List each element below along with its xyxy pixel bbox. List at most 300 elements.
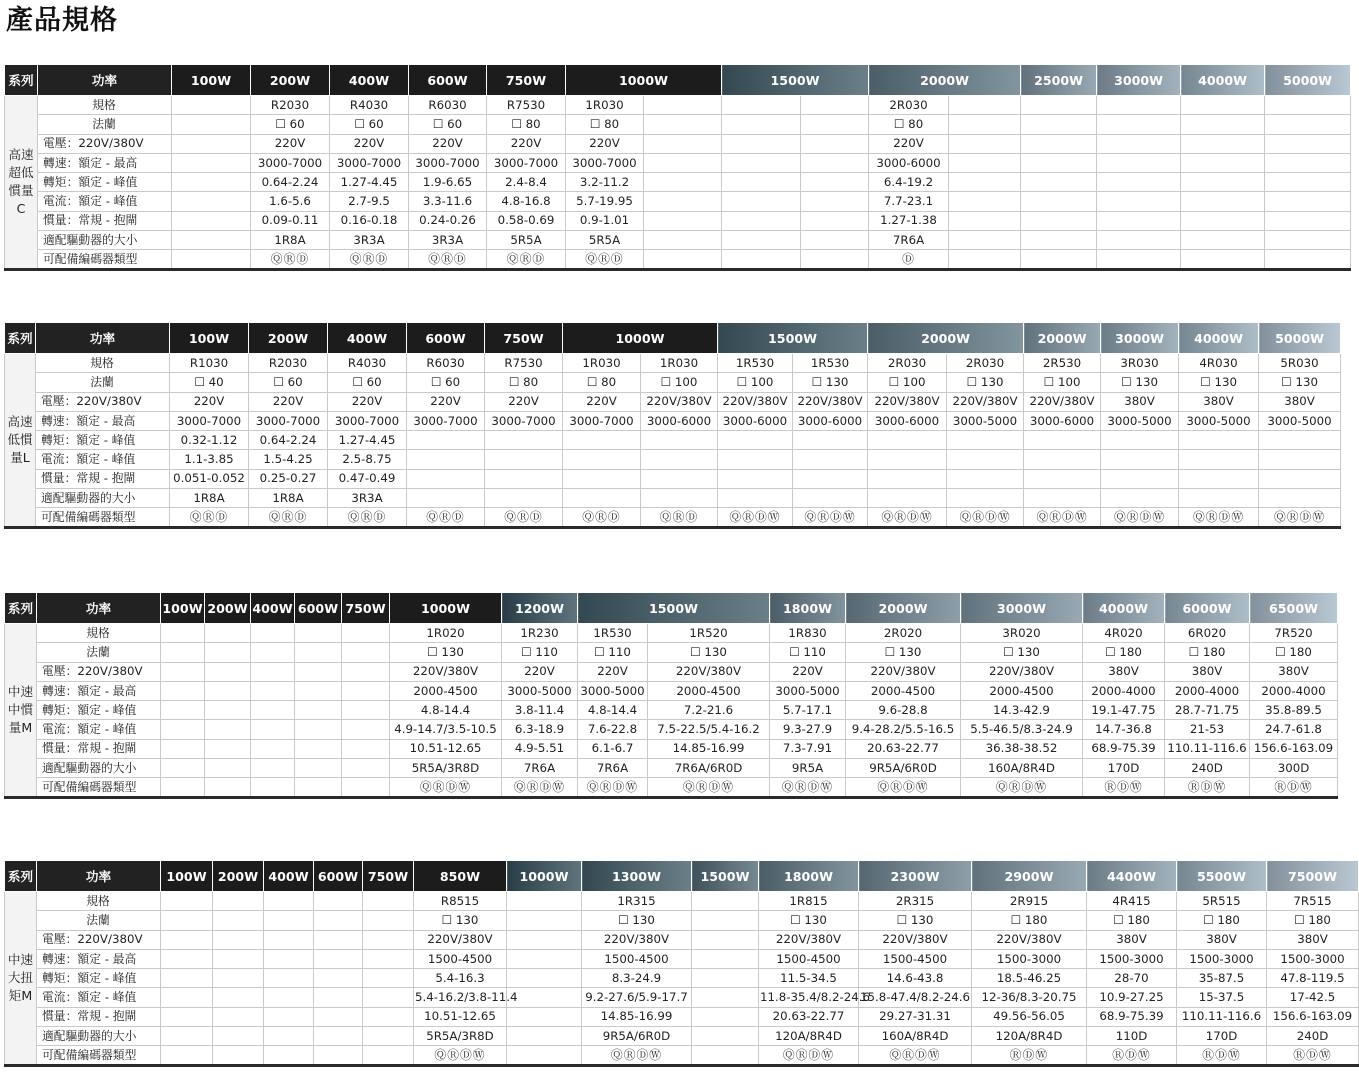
spec-cell: ☐ 60 [328,373,407,392]
spec-cell: 0.64-2.24 [251,173,330,192]
spec-cell: 220V [407,392,485,411]
spec-cell: 220V/380V [414,930,507,949]
spec-cell: 3R3A [330,231,409,250]
spec-cell [641,489,718,508]
spec-cell: 240D [1165,759,1250,778]
spec-cell [314,1007,363,1026]
spec-cell [507,892,582,911]
encoder-types-cell [1265,250,1351,269]
spec-cell [507,1027,582,1046]
spec-cell [644,211,722,230]
spec-cell: 9.6-28.8 [846,701,961,720]
spec-cell: ☐ 130 [648,643,770,662]
spec-cell: 1.27-4.45 [328,431,407,450]
spec-cell: 2000-4000 [1250,681,1338,700]
table-row [5,192,1351,211]
spec-cell [1021,134,1097,153]
spec-cell: ☐ 80 [563,373,641,392]
spec-cell: 7.2-21.6 [648,701,770,720]
row-label: 轉速：額定 - 最高 [36,411,170,430]
spec-cell [801,115,869,134]
spec-cell [1021,192,1097,211]
spec-cell: 220V/380V [793,392,868,411]
spec-cell [793,489,868,508]
power-column-header: 5500W [1177,861,1267,892]
table-row [5,969,1359,988]
spec-cell: 68.9-75.39 [1087,1007,1177,1026]
spec-cell [314,1027,363,1046]
spec-cell [801,231,869,250]
spec-cell: ☐ 180 [972,911,1087,930]
spec-cell: ☐ 130 [1259,373,1341,392]
spec-cell [1021,153,1097,172]
spec-cell: R1030 [170,354,249,373]
spec-cell: 35-87.5 [1177,969,1267,988]
table-row [5,930,1359,949]
spec-cell [692,969,759,988]
spec-cell [485,431,563,450]
spec-cell: 110D [1087,1027,1177,1046]
encoder-types-cell [1021,250,1097,269]
table-row [5,988,1359,1007]
spec-cell [692,892,759,911]
spec-cell [507,1007,582,1026]
spec-cell: 380V [1267,930,1359,949]
table-row [5,450,1341,469]
spec-cell [264,988,314,1007]
spec-cell: 3000-7000 [563,411,641,430]
spec-cell: 1R030 [563,354,641,373]
spec-cell: 14.6-43.8 [859,969,972,988]
spec-cell: 2R030 [868,354,947,373]
spec-cell: 4R415 [1087,892,1177,911]
spec-cell [251,720,295,739]
spec-cell: 17-42.5 [1267,988,1359,1007]
spec-cell: 5.7-19.95 [566,192,644,211]
series-name: 高速低慣量L [5,354,36,528]
spec-cell [644,134,722,153]
encoder-types-cell: ⓆⓇⒹⓌ [1179,508,1259,527]
encoder-types-cell [507,1046,582,1065]
row-label: 規格 [38,96,172,115]
spec-cell: 380V [1165,662,1250,681]
spec-cell: 10.51-12.65 [414,1007,507,1026]
encoder-types-cell: ⓇⒹⓌ [1177,1046,1267,1065]
spec-cell [213,969,264,988]
spec-cell: ☐ 130 [846,643,961,662]
spec-cell: 2R020 [846,624,961,643]
spec-cell: 220V [328,392,407,411]
spec-cell [1097,153,1181,172]
row-label: 轉矩：額定 - 峰值 [36,431,170,450]
spec-cell [314,969,363,988]
spec-cell: 0.051-0.052 [170,469,249,488]
spec-cell: 1R815 [759,892,859,911]
row-label: 可配備編碼器類型 [37,778,161,797]
table-row [5,1046,1359,1065]
spec-cell: 14.7-36.8 [1083,720,1165,739]
spec-cell: 156.6-163.09 [1267,1007,1359,1026]
spec-cell [949,96,1021,115]
spec-cell: 0.25-0.27 [249,469,328,488]
power-column-header: 200W [251,65,330,96]
power-column-header: 600W [295,593,342,624]
table-row [5,892,1359,911]
spec-cell: 4.9-5.51 [502,739,578,758]
spec-cell: 1R520 [648,624,770,643]
spec-cell [1097,231,1181,250]
spec-cell: 1.27-1.38 [869,211,949,230]
spec-cell [161,892,213,911]
spec-cell [1101,431,1179,450]
table-row [5,681,1338,700]
power-column-header: 200W [213,861,264,892]
spec-cell [722,173,801,192]
spec-cell [641,431,718,450]
spec-cell: ☐ 130 [1179,373,1259,392]
table-row [5,949,1359,968]
spec-cell: 1500-4500 [859,949,972,968]
power-column-header: 1500W [718,323,868,354]
encoder-types-cell [801,250,869,269]
spec-cell: 3000-7000 [407,411,485,430]
spec-cell: 380V [1259,392,1341,411]
spec-cell [407,431,485,450]
spec-cell: ☐ 130 [859,911,972,930]
spec-cell [641,450,718,469]
encoder-types-cell: ⓆⓇⒹ [485,508,563,527]
spec-cell [718,469,793,488]
spec-cell: 110.11-116.6 [1177,1007,1267,1026]
spec-cell: 120A/8R4D [972,1027,1087,1046]
spec-cell: 170D [1177,1027,1267,1046]
spec-table-1 [4,64,1351,271]
encoder-types-cell [1181,250,1265,269]
spec-cell [251,681,295,700]
spec-cell: 15.8-47.4/8.2-24.6 [859,988,972,1007]
spec-cell: 2.5-8.75 [328,450,407,469]
spec-cell: 2000-4000 [1083,681,1165,700]
spec-cell [264,930,314,949]
spec-cell: 1R315 [582,892,692,911]
spec-cell: 160A/8R4D [961,759,1083,778]
spec-cell [264,969,314,988]
spec-cell: 120A/8R4D [759,1027,859,1046]
encoder-types-cell [295,778,342,797]
encoder-types-cell [644,250,722,269]
spec-cell [407,469,485,488]
spec-cell: 7.6-22.8 [578,720,648,739]
spec-cell: 220V/380V [868,392,947,411]
table-row [5,153,1351,172]
spec-cell: 380V [1179,392,1259,411]
spec-cell: ☐ 100 [641,373,718,392]
spec-cell: ☐ 130 [793,373,868,392]
spec-cell: 7R6A [578,759,648,778]
spec-cell [295,701,342,720]
spec-cell [161,949,213,968]
spec-cell: 21-53 [1165,720,1250,739]
spec-cell [251,739,295,758]
spec-cell: 4R020 [1083,624,1165,643]
spec-cell: ☐ 60 [251,115,330,134]
spec-cell: 1R020 [390,624,502,643]
spec-cell [722,134,801,153]
spec-cell [251,643,295,662]
spec-cell [213,1027,264,1046]
spec-cell [161,1007,213,1026]
row-label: 適配驅動器的大小 [38,231,172,250]
encoder-types-cell: ⓆⓇⒹⓌ [582,1046,692,1065]
row-label: 法蘭 [37,911,161,930]
spec-cell: 170D [1083,759,1165,778]
spec-cell [314,892,363,911]
spec-cell [1181,192,1265,211]
spec-cell [363,1007,414,1026]
encoder-types-cell: ⓆⓇⒹⓌ [414,1046,507,1065]
spec-cell: R2030 [249,354,328,373]
spec-cell: 9R5A [770,759,846,778]
spec-cell [1265,173,1351,192]
spec-cell: 20.63-22.77 [759,1007,859,1026]
spec-cell [947,489,1024,508]
spec-cell: 5R515 [1177,892,1267,911]
spec-cell [161,930,213,949]
row-label: 可配備編碼器類型 [36,508,170,527]
spec-cell: 14.3-42.9 [961,701,1083,720]
spec-cell [1265,134,1351,153]
power-column-header: 3000W [961,593,1083,624]
row-label: 轉速：額定 - 最高 [37,949,161,968]
spec-cell [1179,469,1259,488]
spec-cell [644,173,722,192]
spec-cell [264,1027,314,1046]
spec-cell [342,624,390,643]
spec-cell [314,988,363,1007]
spec-cell [172,173,251,192]
encoder-types-cell [314,1046,363,1065]
spec-cell: 3000-7000 [566,153,644,172]
encoder-types-cell [161,778,205,797]
encoder-types-cell [172,250,251,269]
encoder-types-cell [722,250,801,269]
spec-cell: 24.7-61.8 [1250,720,1338,739]
spec-cell: 3000-5000 [1259,411,1341,430]
spec-cell: 0.58-0.69 [487,211,566,230]
power-column-header: 2000W [1024,323,1101,354]
table-row [5,662,1338,681]
spec-cell: ☐ 80 [869,115,949,134]
spec-cell [507,969,582,988]
encoder-types-cell: ⓇⒹⓌ [1083,778,1165,797]
spec-cell [722,231,801,250]
spec-cell: 380V [1250,662,1338,681]
encoder-types-cell: ⓇⒹⓌ [1250,778,1338,797]
spec-cell [868,489,947,508]
spec-cell: 18.5-46.25 [972,969,1087,988]
power-column-header: 4400W [1087,861,1177,892]
power-column-header: 2000W [868,323,1024,354]
power-column-header: 4000W [1181,65,1265,96]
spec-cell: 7.3-7.91 [770,739,846,758]
spec-cell: 0.32-1.12 [170,431,249,450]
row-label: 可配備編碼器類型 [37,1046,161,1065]
spec-cell: 220V/380V [859,930,972,949]
spec-cell: 3R3A [328,489,407,508]
power-column-header: 4000W [1179,323,1259,354]
spec-cell [1265,115,1351,134]
spec-cell: 220V [869,134,949,153]
spec-cell: 9.4-28.2/5.5-16.5 [846,720,961,739]
spec-cell [644,231,722,250]
table-row [5,115,1351,134]
encoder-types-cell: ⓆⓇⒹ [566,250,644,269]
spec-cell: 380V [1087,930,1177,949]
spec-cell [1097,134,1181,153]
spec-cell: 1500-3000 [1087,949,1177,968]
spec-cell: 220V/380V [947,392,1024,411]
spec-cell: 1500-3000 [1267,949,1359,968]
row-label: 法蘭 [36,373,170,392]
spec-table-3 [4,592,1338,799]
spec-cell [692,949,759,968]
power-column-header: 100W [161,593,205,624]
spec-cell [1021,96,1097,115]
power-column-header: 4000W [1083,593,1165,624]
spec-cell: 2.4-8.4 [487,173,566,192]
spec-cell [264,949,314,968]
spec-cell: 3000-5000 [947,411,1024,430]
encoder-types-cell: ⓇⒹⓌ [1267,1046,1359,1065]
spec-cell: 380V [1101,392,1179,411]
spec-cell [1181,153,1265,172]
spec-cell: ☐ 100 [1024,373,1101,392]
spec-cell: 4.8-14.4 [578,701,648,720]
spec-cell: 3R020 [961,624,1083,643]
spec-cell: ☐ 130 [1101,373,1179,392]
spec-cell: 1R830 [770,624,846,643]
encoder-types-cell: ⓆⓇⒹ [249,508,328,527]
encoder-types-cell [251,778,295,797]
spec-cell: 9R5A/6R0D [846,759,961,778]
spec-cell [251,759,295,778]
row-label: 適配驅動器的大小 [37,759,161,778]
spec-cell: 3000-6000 [868,411,947,430]
spec-cell: 0.47-0.49 [328,469,407,488]
spec-cell [947,450,1024,469]
row-label: 慣量：常規 - 抱閘 [37,1007,161,1026]
table-row [5,911,1359,930]
row-label: 規格 [36,354,170,373]
power-column-header: 1500W [578,593,770,624]
table-row [5,643,1338,662]
spec-cell [692,1027,759,1046]
spec-cell [342,720,390,739]
encoder-types-cell: ⓆⓇⒹ [487,250,566,269]
encoder-types-cell [692,1046,759,1065]
spec-cell [1097,96,1181,115]
power-column-header: 1000W [566,65,722,96]
spec-cell [722,211,801,230]
power-column-header: 2300W [859,861,972,892]
spec-cell [172,192,251,211]
spec-cell: 0.16-0.18 [330,211,409,230]
spec-cell [1181,96,1265,115]
power-column-header: 850W [414,861,507,892]
spec-cell [205,739,251,758]
spec-cell [692,988,759,1007]
spec-cell [949,134,1021,153]
spec-cell [1259,450,1341,469]
spec-cell [801,134,869,153]
spec-cell: 3000-6000 [641,411,718,430]
spec-cell: 11.5-34.5 [759,969,859,988]
row-label: 電壓：220V/380V [37,930,161,949]
spec-cell: R8515 [414,892,507,911]
encoder-types-cell: ⓆⓇⒹⓌ [770,778,846,797]
encoder-types-cell: ⓆⓇⒹⓌ [648,778,770,797]
spec-cell [722,96,801,115]
spec-cell: 4.9-14.7/3.5-10.5 [390,720,502,739]
spec-cell [801,192,869,211]
spec-table-2 [4,322,1341,529]
power-column-header: 750W [485,323,563,354]
spec-cell [1021,173,1097,192]
spec-cell: 3000-5000 [1179,411,1259,430]
encoder-types-cell: ⓇⒹⓌ [1165,778,1250,797]
spec-cell [251,701,295,720]
spec-cell: 1R530 [718,354,793,373]
spec-cell [644,115,722,134]
spec-cell [563,489,641,508]
spec-cell: 1.5-4.25 [249,450,328,469]
table-row [5,250,1351,269]
encoder-types-cell: ⓆⓇⒹ [563,508,641,527]
table-row [5,373,1341,392]
power-column-header: 2500W [1021,65,1097,96]
power-header: 功率 [37,593,161,624]
power-column-header: 750W [487,65,566,96]
spec-cell [172,231,251,250]
row-label: 轉矩：額定 - 峰值 [37,969,161,988]
spec-cell [295,643,342,662]
spec-cell: 3000-7000 [170,411,249,430]
spec-cell [363,892,414,911]
spec-cell [563,469,641,488]
spec-cell [295,662,342,681]
spec-cell: 3000-7000 [249,411,328,430]
spec-cell [485,489,563,508]
spec-cell: 220V [251,134,330,153]
spec-cell [407,450,485,469]
power-header: 功率 [38,65,172,96]
spec-cell: 4.8-14.4 [390,701,502,720]
spec-cell: 220V [409,134,487,153]
spec-cell [342,701,390,720]
spec-cell [172,134,251,153]
spec-cell: ☐ 60 [249,373,328,392]
series-header: 系列 [5,65,38,96]
spec-cell: 220V/380V [648,662,770,681]
spec-cell: 2000-4000 [1165,681,1250,700]
spec-cell: 2R315 [859,892,972,911]
spec-cell [213,930,264,949]
spec-cell: 0.9-1.01 [566,211,644,230]
spec-cell: ☐ 80 [485,373,563,392]
spec-cell: 2.7-9.5 [330,192,409,211]
encoder-types-cell: ⓆⓇⒹⓌ [1101,508,1179,527]
spec-cell [641,469,718,488]
